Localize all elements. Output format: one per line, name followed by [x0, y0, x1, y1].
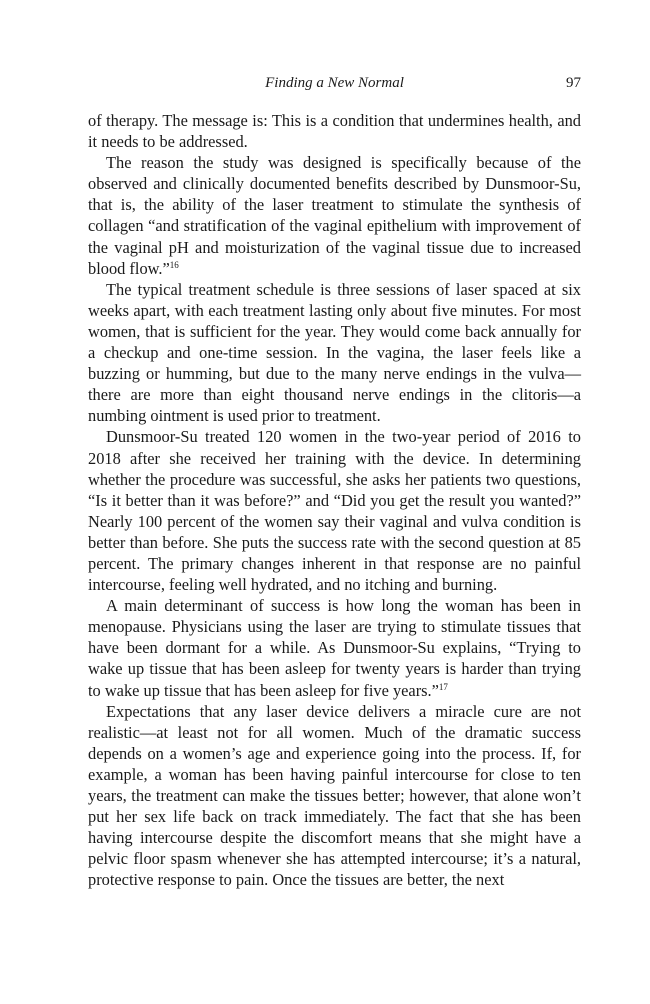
paragraph-4 [88, 426, 581, 595]
paragraph-text: Expectations that any laser device delivers a miracle cure are not realistic—at least not for all women. Much of the dramatic success depends on a women’s age and experience going into the process. If, for example, a woman has been having painful intercourse for close to ten years, the treatment can make the tissues better; however, that alone won’t put her sex life back on track immediately. The fact that she has been having intercourse despite the discomfort means that she might have a pelvic floor spasm whenever she has attempted intercourse; it’s a natural, protective response to pain. Once the tissues are better, the next [88, 701, 581, 890]
paragraph-text: Dunsmoor-Su treated 120 women in the two-year period of 2016 to 2018 after she received her training with the device. In determining whether the procedure was successful, she asks her patients two questions, “Is it better than it was before?” and “Did you get the result you wanted?” Nearly 100 percent of the women say their vaginal and vulva condition is better than before. She puts the success rate with the second question at 85 percent. The primary changes inherent in that response are no painful intercourse, feeling well hydrated, and no itching and burning. [88, 427, 581, 595]
page-number: 97 [566, 75, 581, 91]
paragraph-text: The reason the study was designed is specifically because of the observed and clinically documented benefits described by Dunsmoor-Su, that is, the ability of the laser treatment to stimulate the synthesis of collagen “and stratification of the vaginal epithelium with improvement of the vaginal pH and moisturization of the vaginal tissue due to increased blood flow.” [88, 153, 581, 278]
paragraph-2 [88, 152, 581, 279]
paragraph-5 [88, 595, 581, 700]
paragraph-text: The typical treatment schedule is three sessions of laser spaced at six weeks apart, with each treatment lasting only about five minutes. For most women, that is sufficient for the year. They would come back annually for a checkup and one-time session. In the vagina, the laser feels like a buzzing or humming, but due to the many nerve endings in the vulva—there are more than eight thousand nerve endings in the clitoris—a numbing ointment is used prior to treatment. [88, 279, 581, 426]
paragraph-3 [88, 279, 581, 427]
paragraph-text: of therapy. The message is: This is a condition that undermines health, and it needs to be addressed. [88, 111, 581, 152]
running-head [88, 70, 581, 96]
footnote-ref-16: 16 [169, 259, 179, 270]
running-title: Finding a New Normal [265, 75, 404, 91]
footnote-ref-17: 17 [438, 681, 448, 692]
paragraph-text: A main determinant of success is how long the woman has been in menopause. Physicians using the laser are trying to stimulate tissues that have been dormant for a while. As Dunsmoor-Su explains, “Trying to wake up tissue that has been asleep for twenty years is harder than trying to wake up tissue that has been asleep for five years.” [88, 596, 581, 700]
paragraph-1 [88, 110, 581, 152]
paragraph-6 [88, 701, 581, 891]
body-text [88, 110, 581, 890]
book-page [88, 70, 581, 890]
